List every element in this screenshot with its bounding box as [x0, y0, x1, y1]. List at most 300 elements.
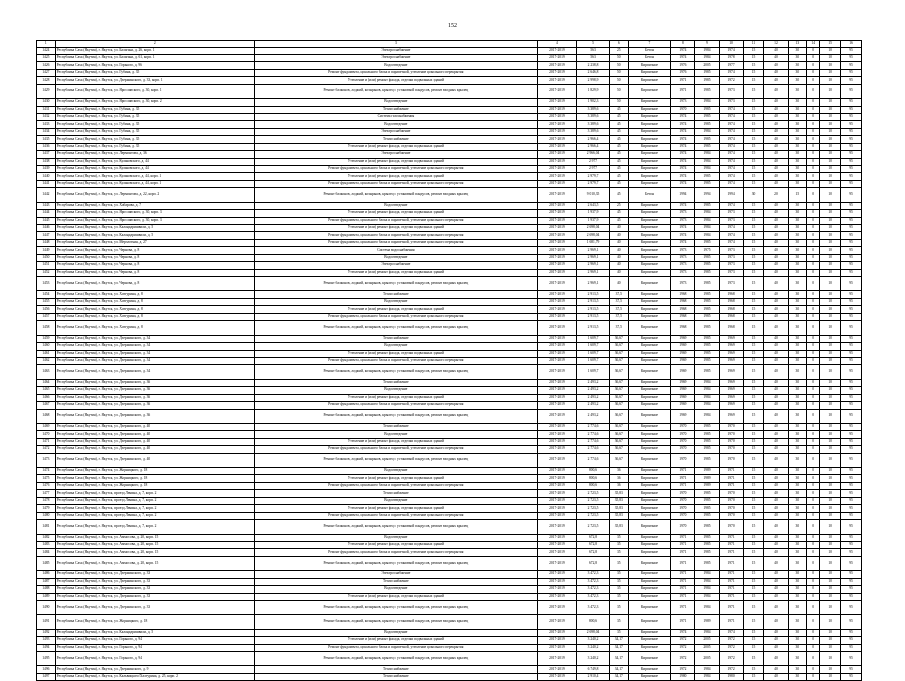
- table-cell: 10: [820, 556, 841, 570]
- table-cell: 30: [788, 166, 807, 173]
- table-cell: 36,67: [609, 423, 628, 430]
- table-cell: Кирпичное: [628, 128, 671, 135]
- table-cell: 15: [743, 136, 764, 143]
- table-cell: 95: [841, 629, 862, 636]
- table-cell: 1974: [719, 136, 743, 143]
- table-cell: 37,5: [609, 291, 628, 298]
- table-cell: 1974: [719, 239, 743, 246]
- table-cell: 30: [788, 128, 807, 135]
- table-cell: 2017-2019: [537, 173, 576, 180]
- table-cell: Кирпичное: [628, 106, 671, 113]
- table-row: [37, 306, 862, 313]
- table-cell: 1984: [695, 379, 719, 386]
- table-cell: 15: [743, 217, 764, 224]
- table-cell: Республика Саха (Якутия), г. Якутск, ул. Ярославского, д. 30, корп. 1: [55, 84, 254, 98]
- table-cell: 36,67: [609, 365, 628, 379]
- table-cell: 2017-2019: [537, 262, 576, 269]
- table-cell: 30: [788, 475, 807, 482]
- table-cell: Кирпичное: [628, 446, 671, 453]
- table-cell: 36,67: [609, 379, 628, 386]
- table-cell: Республика Саха (Якутия), г. Якутск, ул. Дзержинского, д. 33, корп. 1: [55, 77, 254, 84]
- table-cell: 0: [807, 180, 820, 187]
- table-cell: 1497: [37, 673, 56, 680]
- table-cell: 2 913,5: [577, 291, 610, 298]
- table-cell: Ремонт фундамента, цокольного блока и парапетной, утепление цокольного перекрытия: [255, 180, 538, 187]
- table-cell: 672,8: [577, 541, 610, 548]
- table-cell: 1971: [671, 571, 695, 578]
- table-cell: 30: [788, 262, 807, 269]
- table-cell: 2 979,7: [577, 180, 610, 187]
- table-cell: 35: [609, 556, 628, 570]
- table-cell: 2017-2019: [537, 446, 576, 453]
- table-cell: 0: [807, 365, 820, 379]
- table-cell: 36,67: [609, 438, 628, 445]
- table-cell: Ремонт фундамента, цокольного блока и парапетной, утепление цокольного перекрытия: [255, 69, 538, 76]
- table-cell: 2005: [695, 652, 719, 666]
- table-cell: 0: [807, 313, 820, 320]
- table-cell: 2017-2019: [537, 586, 576, 593]
- table-cell: Водоотведение: [255, 497, 538, 504]
- table-cell: 95: [841, 180, 862, 187]
- table-cell: 30: [788, 379, 807, 386]
- table-cell: Кирпичное: [628, 505, 671, 512]
- table-cell: 95: [841, 77, 862, 84]
- table-cell: 1969: [671, 343, 695, 350]
- table-cell: 3 240,2: [577, 644, 610, 651]
- table-cell: 1974: [719, 180, 743, 187]
- table-cell: 10: [820, 578, 841, 585]
- table-cell: Республика Саха (Якутия), г. Якутск, ул. Дзержинского, д. 36: [55, 394, 254, 401]
- table-cell: 0: [807, 593, 820, 600]
- table-cell: 1971: [719, 482, 743, 489]
- table-cell: 37,5: [609, 306, 628, 313]
- table-cell: 1984: [695, 158, 719, 165]
- table-cell: 40: [764, 409, 788, 423]
- table-cell: 1974: [719, 225, 743, 232]
- table-cell: 1972: [671, 666, 695, 673]
- table-cell: Республика Саха (Якутия), г. Якутск, ул. Дзержинского, д. 33: [55, 600, 254, 614]
- table-cell: 30: [788, 321, 807, 335]
- table-cell: 1984: [695, 210, 719, 217]
- table-cell: 40: [764, 600, 788, 614]
- table-cell: 1974: [719, 151, 743, 158]
- table-cell: 1985: [695, 357, 719, 364]
- table-cell: 1496: [37, 666, 56, 673]
- table-cell: Кирпичное: [628, 166, 671, 173]
- table-cell: 2 723,5: [577, 512, 610, 519]
- table-cell: 10: [820, 520, 841, 534]
- table-cell: 2 774,6: [577, 431, 610, 438]
- table-cell: 15: [743, 644, 764, 651]
- table-cell: 1980: [671, 673, 695, 680]
- table-cell: 0: [807, 423, 820, 430]
- table-cell: 1974: [671, 232, 695, 239]
- table-row: [37, 497, 862, 504]
- table-cell: 95: [841, 291, 862, 298]
- table-cell: 2 723,5: [577, 490, 610, 497]
- table-cell: 30: [788, 106, 807, 113]
- table-cell: 30: [788, 586, 807, 593]
- table-cell: 10: [820, 202, 841, 209]
- table-cell: 0: [807, 77, 820, 84]
- table-cell: 35,83: [609, 520, 628, 534]
- table-cell: 1985: [695, 343, 719, 350]
- table-cell: 1985: [695, 143, 719, 150]
- table-cell: 1490: [37, 600, 56, 614]
- table-cell: 1971: [719, 475, 743, 482]
- table-cell: 2017-2019: [537, 217, 576, 224]
- table-cell: 1467: [37, 402, 56, 409]
- table-cell: 30: [788, 629, 807, 636]
- table-cell: Республика Саха (Якутия), г. Якутск, ул. Чернова, д. 8: [55, 269, 254, 276]
- table-cell: 1429: [37, 84, 56, 98]
- table-cell: 0: [807, 652, 820, 666]
- table-cell: 1969: [671, 350, 695, 357]
- table-cell: 30: [788, 409, 807, 423]
- column-header: 8: [671, 41, 695, 48]
- table-cell: 95: [841, 512, 862, 519]
- table-cell: Кирпичное: [628, 335, 671, 342]
- table-cell: 1974: [671, 629, 695, 636]
- table-cell: 40: [764, 453, 788, 467]
- table-cell: 50: [609, 54, 628, 61]
- table-cell: 2017-2019: [537, 431, 576, 438]
- table-cell: 9 010,35: [577, 188, 610, 202]
- table-cell: Ремонт балконов, лоджий, козырьков, крылец с установкой пандусов, ремонт входных крылец: [255, 188, 538, 202]
- table-row: [37, 468, 862, 475]
- column-header: 13: [788, 41, 807, 48]
- table-cell: 1478: [37, 497, 56, 504]
- table-cell: 40: [764, 402, 788, 409]
- table-cell: 95: [841, 277, 862, 291]
- table-cell: 1492: [37, 629, 56, 636]
- table-cell: 2017-2019: [537, 468, 576, 475]
- table-cell: 40: [764, 541, 788, 548]
- table-cell: 1969: [671, 335, 695, 342]
- table-cell: 15: [743, 615, 764, 629]
- table-cell: Республика Саха (Якутия), г. Якутск, ул. Кулаковского, д. 44, корп. 1: [55, 180, 254, 187]
- table-cell: Водоотведение: [255, 62, 538, 69]
- table-cell: 2017-2019: [537, 357, 576, 364]
- table-cell: 1971: [671, 600, 695, 614]
- table-cell: Кирпичное: [628, 578, 671, 585]
- table-cell: 95: [841, 600, 862, 614]
- table-cell: 1968: [671, 313, 695, 320]
- repair-program-table: [36, 40, 862, 681]
- table-cell: 1441: [37, 180, 56, 187]
- table-cell: 0: [807, 54, 820, 61]
- table-cell: 1969: [719, 394, 743, 401]
- table-cell: Кирпичное: [628, 431, 671, 438]
- table-cell: 1975: [695, 247, 719, 254]
- table-cell: 2 774,6: [577, 453, 610, 467]
- table-cell: Кирпичное: [628, 277, 671, 291]
- table-cell: 95: [841, 482, 862, 489]
- table-cell: 2017-2019: [537, 629, 576, 636]
- table-cell: 1970: [719, 453, 743, 467]
- table-cell: 30: [788, 402, 807, 409]
- table-cell: 1974: [671, 113, 695, 120]
- table-cell: 1493: [37, 637, 56, 644]
- table-cell: 15: [743, 379, 764, 386]
- table-row: [37, 136, 862, 143]
- table-cell: 30: [788, 313, 807, 320]
- table-cell: 36,67: [609, 446, 628, 453]
- table-cell: 1974: [671, 180, 695, 187]
- table-cell: 1971: [671, 578, 695, 585]
- table-cell: 0: [807, 379, 820, 386]
- table-cell: 30: [788, 247, 807, 254]
- table-cell: 1972: [719, 666, 743, 673]
- table-cell: 40: [764, 534, 788, 541]
- table-cell: 1464: [37, 379, 56, 386]
- table-row: [37, 217, 862, 224]
- table-cell: Теплоснабжение: [255, 379, 538, 386]
- table-cell: 0: [807, 615, 820, 629]
- table-cell: 0: [807, 402, 820, 409]
- table-cell: 10: [820, 298, 841, 305]
- table-cell: 1436: [37, 143, 56, 150]
- table-cell: 1446: [37, 225, 56, 232]
- table-cell: 40: [609, 247, 628, 254]
- table-cell: Ремонт фундамента, цокольного блока и парапетной, утепление цокольного перекрытия: [255, 217, 538, 224]
- table-cell: 0: [807, 291, 820, 298]
- table-cell: 1974: [671, 225, 695, 232]
- table-cell: 1433: [37, 121, 56, 128]
- table-cell: Ремонт балконов, лоджий, козырьков, крылец с установкой пандусов, ремонт входных крылец: [255, 556, 538, 570]
- table-cell: Кирпичное: [628, 247, 671, 254]
- table-cell: 30: [788, 269, 807, 276]
- table-cell: 15: [743, 158, 764, 165]
- table-cell: 1974: [719, 173, 743, 180]
- table-cell: Республика Саха (Якутия), г. Якутск, ул. Каландаришвили, д. 5: [55, 225, 254, 232]
- table-cell: 36,67: [609, 402, 628, 409]
- table-cell: Кирпичное: [628, 143, 671, 150]
- table-cell: 35: [609, 571, 628, 578]
- table-cell: Республика Саха (Якутия), г. Якутск, ул. Лермонтова, д. 22, корп. 2: [55, 188, 254, 202]
- table-cell: 10: [820, 431, 841, 438]
- table-cell: Кирпичное: [628, 497, 671, 504]
- table-cell: Республика Саха (Якутия), г. Якутск, ул. Горького, д. 94: [55, 637, 254, 644]
- column-header: 11: [743, 41, 764, 48]
- table-cell: 1970: [719, 505, 743, 512]
- table-cell: 1438: [37, 158, 56, 165]
- column-header: 6: [609, 41, 628, 48]
- table-cell: 2 723,5: [577, 505, 610, 512]
- table-cell: 1974: [719, 113, 743, 120]
- table-cell: Кирпичное: [628, 151, 671, 158]
- table-cell: 1968: [719, 291, 743, 298]
- table-cell: 0: [807, 188, 820, 202]
- table-cell: 15: [743, 534, 764, 541]
- table-cell: 15: [743, 306, 764, 313]
- table-row: [37, 128, 862, 135]
- table-cell: 10: [820, 615, 841, 629]
- table-cell: 2005: [695, 62, 719, 69]
- table-cell: 35: [609, 534, 628, 541]
- table-row: [37, 652, 862, 666]
- table-cell: 800,6: [577, 615, 610, 629]
- table-cell: 15: [743, 262, 764, 269]
- table-cell: Кирпичное: [628, 321, 671, 335]
- table-cell: 1973: [671, 277, 695, 291]
- table-cell: Утепление и (или) ремонт фасада, отделки подвальных зданий: [255, 637, 538, 644]
- table-cell: 95: [841, 136, 862, 143]
- table-cell: 40: [764, 365, 788, 379]
- table-cell: 95: [841, 254, 862, 261]
- table-cell: 1985: [695, 505, 719, 512]
- table-cell: 2017-2019: [537, 151, 576, 158]
- table-cell: Ремонт фундамента, цокольного блока и парапетной, утепление цокольного перекрытия: [255, 357, 538, 364]
- table-cell: 30: [788, 225, 807, 232]
- table-cell: 15: [743, 247, 764, 254]
- table-cell: 1984: [695, 387, 719, 394]
- table-cell: 10: [820, 210, 841, 217]
- table-cell: Кирпичное: [628, 262, 671, 269]
- table-cell: 30: [788, 652, 807, 666]
- table-cell: 1968: [671, 291, 695, 298]
- column-header: 3: [255, 41, 538, 48]
- table-cell: Республика Саха (Якутия), г. Якутск, ул. Хатгурина, д. 8: [55, 298, 254, 305]
- table-cell: 36,67: [609, 343, 628, 350]
- page-number: 152: [448, 23, 457, 29]
- table-row: [37, 453, 862, 467]
- table-cell: Республика Саха (Якутия), г. Якутск, ул. Каландаришвили, д. 5: [55, 232, 254, 239]
- table-cell: 95: [841, 62, 862, 69]
- table-cell: Утепление и (или) ремонт фасада, отделки подвальных зданий: [255, 158, 538, 165]
- table-row: [37, 571, 862, 578]
- table-cell: Кирпичное: [628, 350, 671, 357]
- table-cell: 2 966,4: [577, 136, 610, 143]
- table-cell: 1972: [671, 644, 695, 651]
- table-cell: 2 774,6: [577, 446, 610, 453]
- table-cell: 95: [841, 365, 862, 379]
- table-cell: 40: [764, 99, 788, 106]
- table-cell: 0: [807, 468, 820, 475]
- table-cell: 45: [609, 158, 628, 165]
- table-cell: 1974: [671, 158, 695, 165]
- table-cell: Водоотведение: [255, 534, 538, 541]
- table-cell: 2017-2019: [537, 188, 576, 202]
- table-cell: 2017-2019: [537, 600, 576, 614]
- table-cell: 1973: [671, 99, 695, 106]
- table-cell: 15: [743, 298, 764, 305]
- table-cell: 30: [788, 497, 807, 504]
- table-cell: 15: [743, 313, 764, 320]
- table-cell: Ремонт фундамента, цокольного блока и парапетной, утепление цокольного перекрытия: [255, 239, 538, 246]
- table-row: [37, 365, 862, 379]
- table-cell: Кирпичное: [628, 121, 671, 128]
- table-row: [37, 269, 862, 276]
- table-cell: 30: [788, 217, 807, 224]
- table-cell: 30: [788, 239, 807, 246]
- table-cell: 1974: [671, 121, 695, 128]
- table-cell: 2017-2019: [537, 77, 576, 84]
- table-cell: Электроснабжение: [255, 262, 538, 269]
- table-cell: 10: [820, 247, 841, 254]
- table-cell: 35,83: [609, 512, 628, 519]
- table-cell: 1970: [719, 512, 743, 519]
- table-row: [37, 113, 862, 120]
- table-cell: 0: [807, 84, 820, 98]
- table-cell: 2 913,5: [577, 298, 610, 305]
- table-cell: 1989: [695, 475, 719, 482]
- table-cell: 15: [743, 423, 764, 430]
- table-cell: 95: [841, 357, 862, 364]
- table-cell: Система газоснабжения: [255, 113, 538, 120]
- table-cell: 34,17: [609, 637, 628, 644]
- table-cell: Кирпичное: [628, 269, 671, 276]
- table-cell: 1984: [695, 571, 719, 578]
- table-cell: Кирпичное: [628, 232, 671, 239]
- table-row: [37, 541, 862, 548]
- table-cell: 95: [841, 505, 862, 512]
- table-cell: Республика Саха (Якутия), г. Якутск, ул. Горького, д. 96: [55, 62, 254, 69]
- table-cell: 34,17: [609, 652, 628, 666]
- table-cell: 0: [807, 394, 820, 401]
- table-cell: 0: [807, 343, 820, 350]
- table-cell: Республика Саха (Якутия), г. Якутск, ул. Жорницкого, д. 18: [55, 468, 254, 475]
- table-cell: 30: [788, 143, 807, 150]
- table-cell: 0: [807, 225, 820, 232]
- table-cell: 1971: [719, 586, 743, 593]
- table-cell: 1972: [671, 637, 695, 644]
- table-cell: 1984: [695, 402, 719, 409]
- table-cell: 40: [764, 586, 788, 593]
- table-cell: 15: [743, 629, 764, 636]
- table-cell: 1984: [695, 578, 719, 585]
- table-row: [37, 482, 862, 489]
- table-cell: 2017-2019: [537, 644, 576, 651]
- table-cell: 1970: [671, 453, 695, 467]
- table-cell: 2017-2019: [537, 379, 576, 386]
- table-cell: 30: [788, 121, 807, 128]
- table-cell: 1974: [671, 47, 695, 54]
- table-row: [37, 446, 862, 453]
- table-cell: 0: [807, 47, 820, 54]
- table-cell: Кирпичное: [628, 475, 671, 482]
- table-cell: 15: [743, 277, 764, 291]
- table-cell: 95: [841, 158, 862, 165]
- table-cell: 40: [764, 387, 788, 394]
- table-cell: 40: [764, 357, 788, 364]
- table-cell: 1985: [695, 497, 719, 504]
- table-cell: 1444: [37, 210, 56, 217]
- table-cell: 1971: [719, 593, 743, 600]
- table-cell: 40: [764, 54, 788, 61]
- table-cell: 1466: [37, 394, 56, 401]
- table-cell: 2 966,4: [577, 143, 610, 150]
- table-cell: 15: [743, 99, 764, 106]
- table-cell: Ремонт фундамента, цокольного блока и парапетной, утепление цокольного перекрытия: [255, 512, 538, 519]
- table-cell: 1969: [671, 379, 695, 386]
- table-cell: 1973: [719, 99, 743, 106]
- table-cell: Кирпичное: [628, 69, 671, 76]
- table-cell: 1971: [671, 468, 695, 475]
- table-cell: 0: [807, 166, 820, 173]
- table-cell: 40: [764, 291, 788, 298]
- table-cell: 40: [764, 225, 788, 232]
- table-cell: Республика Саха (Якутия), г. Якутск, ул. Хатгурина, д. 8: [55, 291, 254, 298]
- table-cell: 0: [807, 431, 820, 438]
- table-cell: 30: [788, 453, 807, 467]
- table-cell: 30: [788, 490, 807, 497]
- table-cell: 1430: [37, 99, 56, 106]
- table-row: [37, 298, 862, 305]
- table-cell: 1968: [719, 321, 743, 335]
- table-cell: 1969: [719, 357, 743, 364]
- table-cell: 2 698,04: [577, 232, 610, 239]
